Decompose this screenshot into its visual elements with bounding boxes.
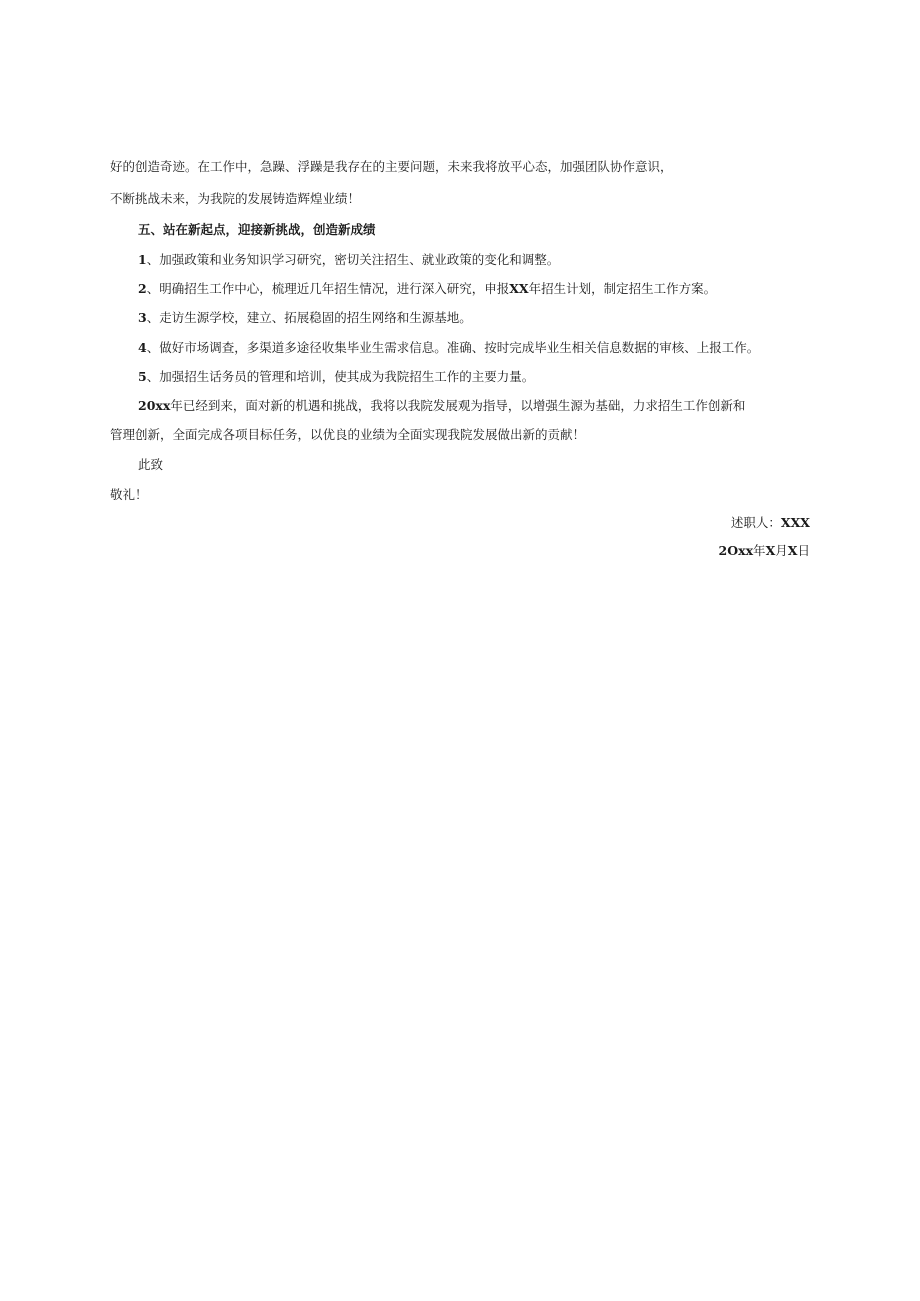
list-item-number: 2	[138, 281, 147, 296]
list-item-text: 、走访生源学校，建立、拓展稳固的招生网络和生源基地。	[146, 310, 472, 325]
list-item-text: 、加强政策和业务知识学习研究，密切关注招生、就业政策的变化和调整。	[146, 252, 560, 267]
closing-paragraph-line	[110, 427, 585, 443]
list-item	[138, 252, 559, 268]
date-day-suffix: 日	[797, 543, 810, 558]
paragraph-text: 不断挑战未来，为我院的发展铸造辉煌业绩！	[110, 191, 361, 206]
paragraph-line	[110, 191, 360, 207]
list-item-text: 、加强招生话务员的管理和培训，使其成为我院招生工作的主要力量。	[146, 369, 535, 384]
list-item-text: 、做好市场调查，多渠道多途径收集毕业生需求信息。准确、按时完成毕业生相关信息数据的审核、上报工作。	[146, 340, 760, 355]
date-year-suffix: 年	[753, 543, 766, 558]
salutation-line	[138, 457, 163, 473]
section-heading	[138, 222, 376, 238]
closing-text: 管理创新，全面完成各项目标任务，以优良的业绩为全面实现我院发展做出新的贡献！	[110, 427, 586, 442]
date-day: X	[787, 543, 798, 558]
closing-paragraph-line	[138, 398, 745, 414]
list-item	[138, 310, 472, 326]
date-month: X	[765, 543, 776, 558]
paragraph-text: 好的创造奇迹。在工作中，急躁、浮躁是我存在的主要问题，未来我将放平心态，加强团队协作意识，	[110, 159, 673, 174]
salutation-text: 此致	[138, 457, 164, 472]
list-item-text: 年招生计划，制定招生工作方案。	[528, 281, 717, 296]
list-item	[138, 369, 534, 385]
list-item-bold-text: XX	[509, 281, 529, 296]
closing-text: 年已经到来，面对新的机遇和挑战，我将以我院发展观为指导，以增强生源为基础，力求招生工作创新和	[170, 398, 746, 413]
list-item	[138, 281, 716, 297]
signature-name: XXX	[780, 515, 810, 530]
salutation-line	[110, 487, 148, 503]
salutation-text: 敬礼！	[110, 487, 148, 502]
list-item	[138, 340, 759, 356]
signature-label: 述职人：	[730, 515, 781, 530]
list-item-number: 1	[138, 252, 147, 267]
signature-line	[731, 515, 810, 531]
list-item-number: 4	[138, 340, 147, 355]
list-item-number: 3	[138, 310, 147, 325]
date-line	[719, 543, 810, 559]
paragraph-line	[110, 159, 673, 175]
list-item-number: 5	[138, 369, 147, 384]
section-heading-text: 五、站在新起点，迎接新挑战，创造新成绩	[138, 222, 376, 237]
list-item-text: 、明确招生工作中心，梳理近几年招生情况，进行深入研究，申报	[146, 281, 510, 296]
date-year: 2Oxx	[718, 543, 754, 558]
date-month-suffix: 月	[775, 543, 788, 558]
closing-year: 20xx	[138, 398, 171, 413]
